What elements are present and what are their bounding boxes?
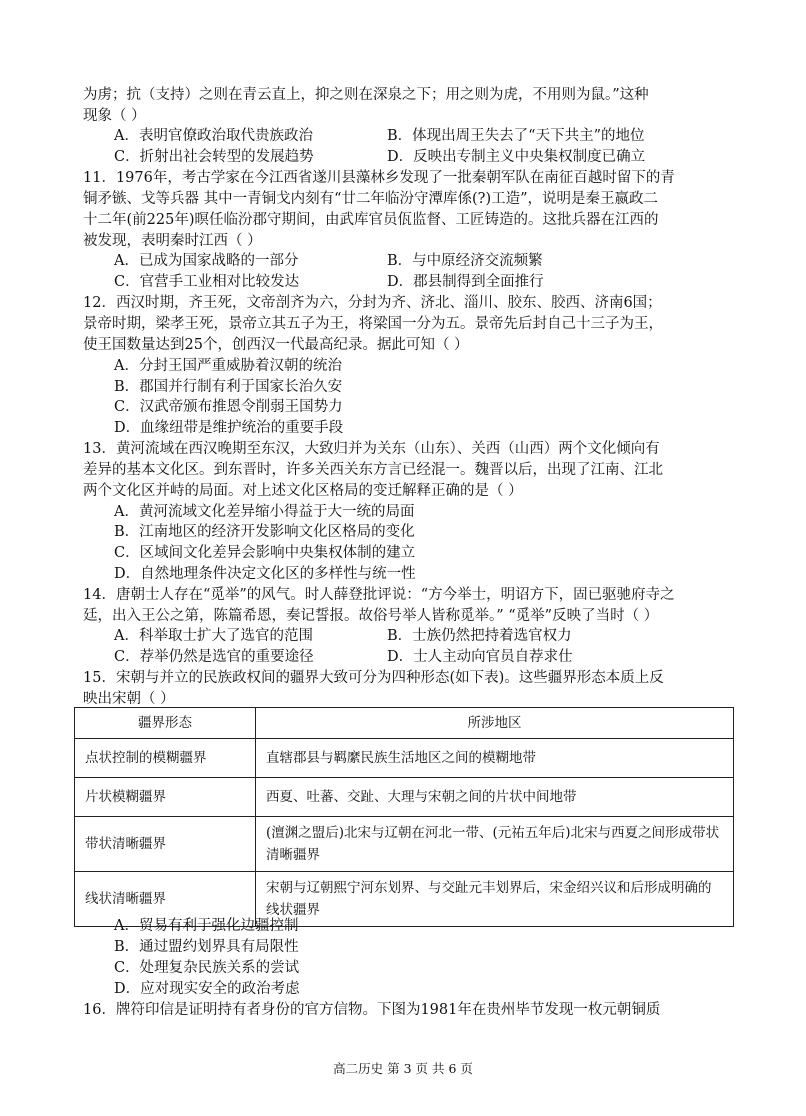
q11-text-line: 铜矛镞、戈等兵器 其中一青铜戈内刻有“廿二年临汾守潭库係(?)工造”，说明是秦王嬴政二: [83, 191, 659, 207]
q14-option-b: B．士族仍然把持着选官权力: [387, 628, 572, 644]
q12-option-a: A．分封王国严重威胁着汉朝的统治: [114, 358, 342, 374]
q11-text-line: 被发现，表明秦时江西（ ）: [83, 233, 262, 249]
q14-option-d: D．士人主动向官员自荐求仕: [387, 649, 573, 665]
table-cell-form: 片状模糊疆界: [75, 778, 256, 817]
q15-option-a: A．贸易有利于强化边疆控制: [114, 918, 299, 934]
q11-option-b: B．与中原经济交流频繁: [387, 253, 543, 269]
q16-text-line: 16．牌符印信是证明持有者身份的官方信物。下图为1981年在贵州毕节发现一枚元朝铜质: [83, 1002, 661, 1018]
q13-option-c: C．区域间文化差异会影响中央集权体制的建立: [114, 545, 416, 561]
q12-option-c: C．汉武帝颁布推恩令削弱王国势力: [114, 399, 343, 415]
q14-text-line: 廷，出入王公之第，陈篇希恩，奏记誓报。故俗号举人皆称觅举。” “觅举”反映了当时（ ）: [83, 608, 659, 624]
q13-option-a: A．黄河流域文化差异缩小得益于大一统的局面: [114, 504, 415, 520]
q15-option-d: D．应对现实安全的政治考虑: [114, 981, 300, 997]
q14-option-c: C．荐举仍然是选官的重要途径: [114, 649, 314, 665]
border-forms-table: [74, 707, 734, 927]
q10-option-a: A．表明官僚政治取代贵族政治: [114, 128, 313, 144]
table-header-cell: 所涉地区: [256, 708, 734, 739]
q11-option-c: C．官营手工业相对比较发达: [114, 274, 300, 290]
table-cell-region: 西夏、吐蕃、交趾、大理与宋朝之间的片状中间地带: [256, 778, 734, 817]
q11-option-a: A．已成为国家战略的一部分: [114, 253, 299, 269]
table-header-cell: 疆界形态: [75, 708, 256, 739]
q10-text-line: 现象（ ）: [83, 108, 146, 124]
table-cell-form: 点状控制的模糊疆界: [75, 739, 256, 778]
q15-text-line: 映出宋朝（ ）: [83, 691, 175, 707]
table-cell-region: (澶渊之盟后)北宋与辽朝在河北一带、(元祐五年后)北宋与西夏之间形成带状清晰疆界: [256, 817, 734, 872]
q10-text-line: 为虏；抗（支持）之则在青云直上，抑之则在深泉之下；用之则为虎，不用则为鼠。”这种: [83, 87, 649, 103]
table-cell-region: 宋朝与辽朝熙宁河东划界、与交趾元丰划界后，宋金绍兴议和后形成明确的线状疆界: [256, 872, 734, 927]
q11-text-line: 十二年(前225年)暝任临汾郡守期间，由武库官员佤监督、工匠铸造的。这批兵器在江西的: [83, 212, 659, 228]
q13-option-b: B．江南地区的经济开发影响文化区格局的变化: [114, 524, 415, 540]
page-footer: 高二历史 第 3 页 共 6 页: [333, 1061, 473, 1076]
q12-text-line: 12．西汉时期，齐王死，文帝剖齐为六，分封为齐、济北、淄川、胶东、胶西、济南6国；: [83, 295, 662, 311]
q12-option-b: B．郡国并行制有利于国家长治久安: [114, 379, 343, 395]
q10-option-c: C．折射出社会转型的发展趋势: [114, 149, 314, 165]
q14-option-a: A．科举取士扩大了选官的范围: [114, 628, 313, 644]
q13-text-line: 差异的基本文化区。到东晋时，许多关西关东方言已经混一。魏晋以后，出现了江南、江北: [83, 462, 663, 478]
q10-option-d: D．反映出专制主义中央集权制度已确立: [387, 149, 646, 165]
q13-text-line: 两个文化区并峙的局面。对上述文化区格局的变迁解释正确的是（ ）: [83, 483, 523, 499]
table-cell-region: 直辖郡县与羁縻民族生活地区之间的模糊地带: [256, 739, 734, 778]
q10-option-b: B．体现出周王失去了“天下共主”的地位: [387, 128, 645, 144]
table-cell-form: 带状清晰疆界: [75, 817, 256, 872]
q11-text-line: 11．1976年，考古学家在今江西省遂川县藻林乡发现了一批秦朝军队在南征百越时留下的青: [83, 170, 675, 186]
q13-text-line: 13．黄河流域在西汉晚期至东汉，大致归并为关东（山东）、关西（山西）两个文化倾向有: [83, 441, 660, 457]
q14-text-line: 14．唐朝士人存在“觅举”的风气。时人薛登批评说：“方今举士，明诏方下，固已驱驰府寺之: [83, 587, 675, 603]
q15-option-c: C．处理复杂民族关系的尝试: [114, 960, 300, 976]
table-row: [75, 739, 734, 778]
table-cell-form: 线状清晰疆界: [75, 872, 256, 927]
q15-option-b: B．通过盟约划界具有局限性: [114, 939, 299, 955]
q12-text-line: 使王国数量达到25个，创西汉一代最高纪录。据此可知（ ）: [83, 337, 469, 353]
q11-option-d: D．郡县制得到全面推行: [387, 274, 544, 290]
table-header-row: [75, 708, 734, 739]
q13-option-d: D．自然地理条件决定文化区的多样性与统一性: [114, 566, 416, 582]
q12-text-line: 景帝时期，梁孝王死，景帝立其五子为王，将梁国一分为五。景帝先后封自己十三子为王，: [83, 316, 663, 332]
table-row: [75, 778, 734, 817]
q12-option-d: D．血缘纽带是维护统治的重要手段: [114, 420, 344, 436]
q15-text-line: 15．宋朝与并立的民族政权间的疆界大致可分为四种形态(如下表)。这些疆界形态本质上反: [83, 670, 664, 686]
table-row: [75, 817, 734, 872]
